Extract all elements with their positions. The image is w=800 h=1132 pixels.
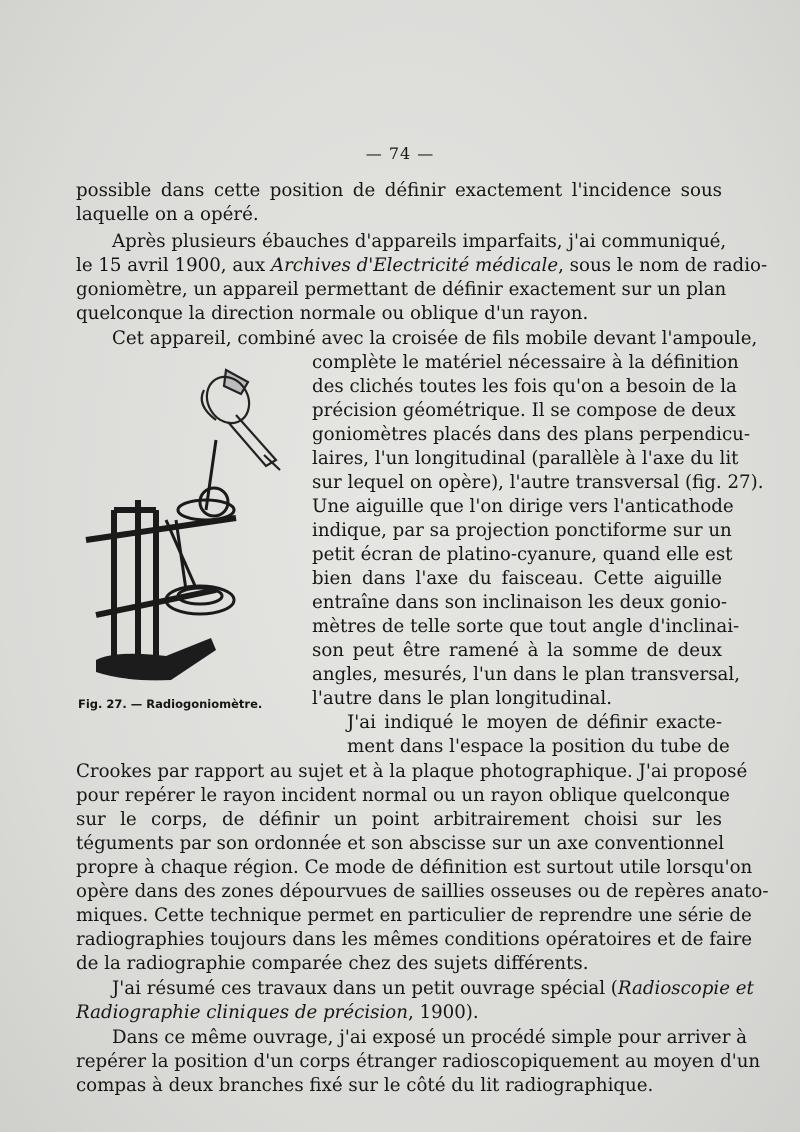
text-line: ment dans l'espace la position du tube de <box>347 736 730 757</box>
text-line: propre à chaque région. Ce mode de définition est surtout utile lorsqu'on <box>76 857 753 878</box>
text-line: goniomètre, un appareil permettant de définir exactement sur un plan <box>76 279 727 300</box>
text-line: Dans ce même ouvrage, j'ai exposé un procédé simple pour arriver à <box>112 1027 748 1048</box>
text-line: le 15 avril 1900, aux Archives d'Electricité médicale, sous le nom de radio- <box>76 255 768 276</box>
text-line: repérer la position d'un corps étranger radioscopiquement au moyen d'un <box>76 1051 761 1072</box>
figure-caption: Fig. 27. — Radiogoniomètre. <box>78 697 263 711</box>
text-line: opère dans des zones dépourvues de saillies osseuses ou de repères anato- <box>76 881 769 902</box>
text-line: Après plusieurs ébauches d'appareils imparfaits, j'ai communiqué, <box>112 231 727 252</box>
text-line: précision géométrique. Il se compose de deux <box>312 400 736 421</box>
text-line: des clichés toutes les fois qu'on a besoin de la <box>312 376 737 397</box>
text-line: Une aiguille que l'on dirige vers l'anticathode <box>312 496 734 517</box>
page-number: — 74 — <box>365 144 435 163</box>
text-line: petit écran de platino-cyanure, quand elle est <box>312 544 733 565</box>
text-line: Radiographie cliniques de précision, 1900). <box>76 1002 479 1023</box>
text-line: l'autre dans le plan longitudinal. <box>312 688 612 709</box>
text-line: complète le matériel nécessaire à la définition <box>312 352 739 373</box>
text-line: Crookes par rapport au sujet et à la plaque photographique. J'ai proposé <box>76 761 748 782</box>
text-line: J'ai indiqué le moyen de définir exacte- <box>347 712 722 733</box>
text-line: sur lequel on opère), l'autre transversal (fig. 27). <box>312 472 764 493</box>
text-line: bien dans l'axe du faisceau. Cette aiguille <box>312 568 722 589</box>
text-line: mètres de telle sorte que tout angle d'inclinai- <box>312 616 740 637</box>
text-line: de la radiographie comparée chez des sujets différents. <box>76 953 589 974</box>
text-line: miques. Cette technique permet en particulier de reprendre une série de <box>76 905 752 926</box>
text-line: laquelle on a opéré. <box>76 204 259 225</box>
text-line: indique, par sa projection ponctiforme sur un <box>312 520 732 541</box>
text-line: pour repérer le rayon incident normal ou un rayon oblique quelconque <box>76 785 730 806</box>
text-line: J'ai résumé ces travaux dans un petit ouvrage spécial (Radioscopie et <box>112 978 754 999</box>
text-line: quelconque la direction normale ou oblique d'un rayon. <box>76 303 589 324</box>
text-line: possible dans cette position de définir exactement l'incidence sous <box>76 180 722 201</box>
text-line: goniomètres placés dans des plans perpendicu- <box>312 424 751 445</box>
text-line: entraîne dans son inclinaison les deux gonio- <box>312 592 728 613</box>
text-line: compas à deux branches fixé sur le côté du lit radiographique. <box>76 1075 654 1096</box>
goniometer-disc-drawing <box>166 440 234 614</box>
text-line: radiographies toujours dans les mêmes conditions opératoires et de faire <box>76 929 753 950</box>
text-line: téguments par son ordonnée et son abscisse sur un axe conventionnel <box>76 833 725 854</box>
text-line: angles, mesurés, l'un dans le plan transversal, <box>312 664 740 685</box>
radiogoniometer-illustration <box>76 360 306 690</box>
text-line: sur le corps, de définir un point arbitrairement choisi sur les <box>76 809 722 830</box>
xray-tube-drawing <box>199 369 280 470</box>
text-line: laires, l'un longitudinal (parallèle à l'axe du lit <box>312 448 739 469</box>
text-line: Cet appareil, combiné avec la croisée de fils mobile devant l'ampoule, <box>112 328 758 349</box>
text-line: son peut être ramené à la somme de deux <box>312 640 722 661</box>
